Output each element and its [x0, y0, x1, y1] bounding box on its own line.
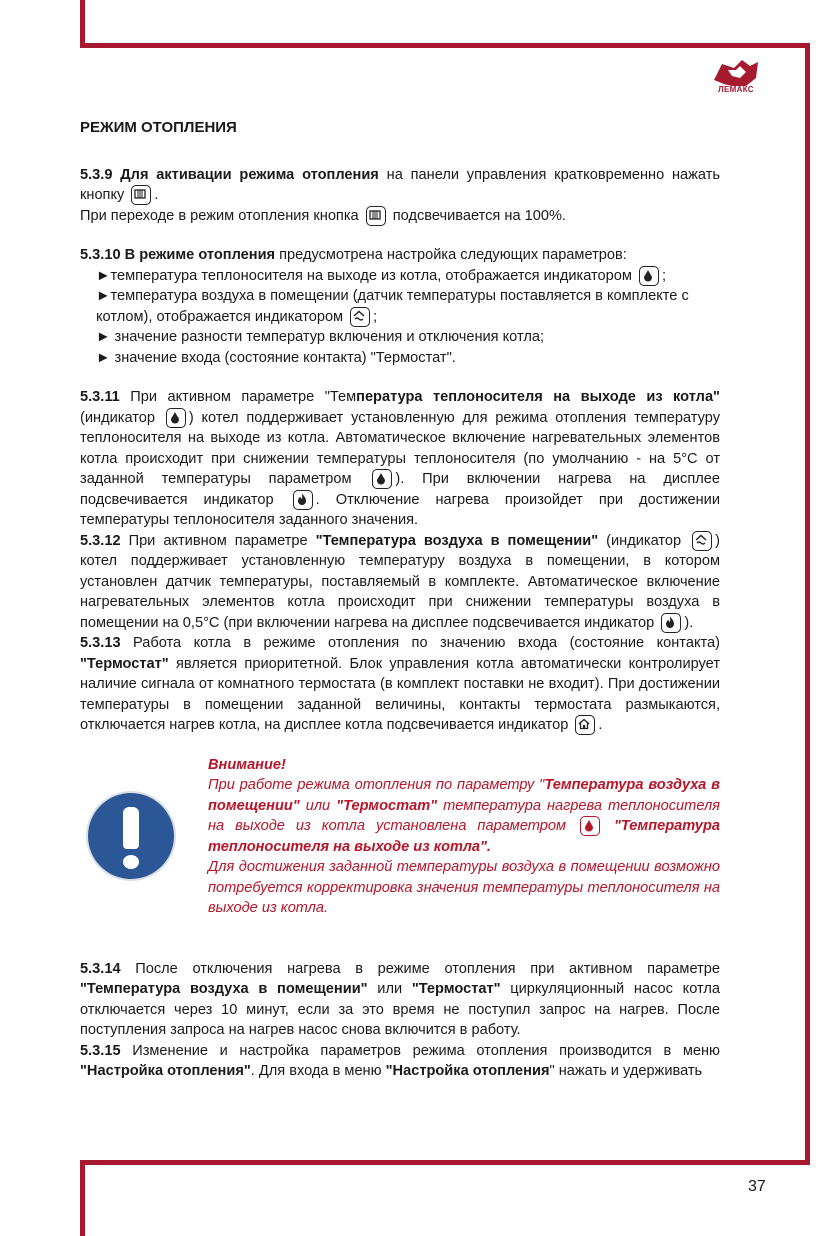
page-number: 37	[748, 1178, 766, 1195]
warning-text	[208, 755, 720, 919]
para-5-3-14: 5.3.14 После отключения нагрева в режиме отопления при активном параметре "Температура воздуха в помещении" или "Термостат" циркуляционный насос котла отключается через 10 минут, если за это время не поступил запрос на нагрев. После поступления запроса на нагрев насос снова включится в работу.	[80, 960, 720, 1038]
drop-temp-icon	[639, 266, 659, 286]
warning-title: Внимание!	[208, 756, 286, 773]
warning-para-2: Для достижения заданной температуры воздуха в помещении возможно потребуется корректировка значения температуры теплоносителя на выходе из котла.	[208, 859, 720, 916]
drop-temp-icon	[166, 408, 186, 428]
bullet-item: ► значение входа (состояние контакта) "Термостат".	[96, 349, 456, 366]
frame-top-left	[80, 0, 85, 48]
logo-text: ЛЕМАКС	[718, 85, 754, 94]
warning-para-1: При работе режима отопления по параметру "Температура воздуха в помещении" или "Термостат" температура нагрева теплоносителя на выходе из котла установлена параметром "Температура теплоносителя на выходе из котла".	[208, 777, 721, 855]
house-icon	[575, 715, 595, 735]
exclamation-icon	[88, 793, 174, 879]
flame-icon	[661, 613, 681, 633]
radiator-icon	[131, 185, 151, 205]
frame-right-line	[805, 43, 810, 1165]
frame-top-line	[80, 43, 810, 48]
radiator-icon	[366, 206, 386, 226]
warning-block	[80, 755, 720, 945]
page-content	[80, 118, 720, 1082]
air-temp-icon	[350, 307, 370, 327]
frame-bottom-left	[80, 1160, 85, 1236]
bullet-item: ►температура теплоносителя на выходе из котла, отображается индикатором ;	[96, 267, 667, 284]
para-5-3-13: 5.3.13 Работа котла в режиме отопления по значению входа (состояние контакта) "Термостат" является приоритетной. Блок управления котла автоматически контролирует наличие сигнала от комнатного термостата (в комплект поставки не входит). При достижении температуры в помещении заданной величины, контакты термостата размыкаются, отключается нагрев котла, на дисплее котла подсвечивается индикатор .	[80, 635, 721, 733]
para-5-3-15: 5.3.15 Изменение и настройка параметров режима отопления производится в меню "Настройка отопления". Для входа в меню "Настройка отопления" нажать и удерживать	[80, 1042, 720, 1079]
bullet-item: ►температура воздуха в помещении (датчик температуры поставляется в комплекте с котлом), отображается индикатором ;	[96, 288, 689, 325]
para-5-3-11: 5.3.11 При активном параметре "Температура теплоносителя на выходе из котла" (индикатор ) котел поддерживает установленную для режима отопления температуру теплоносителя на выходе из котла. Автоматическое включение нагревательных элементов котла происходит при снижении температуры теплоносителя (по умолчанию - на 5°С от заданной температуры параметром ). При включении нагрева на дисплее подсвечивается индикатор . Отключение нагрева произойдет при достижении температуры теплоносителя заданного значения.	[80, 389, 720, 528]
para-5-3-9: 5.3.9 Для активации режима отопления на панели управления кратковременно нажать кнопку .	[80, 166, 721, 203]
drop-temp-icon	[372, 469, 392, 489]
section-title: РЕЖИМ ОТОПЛЕНИЯ	[80, 119, 237, 136]
flame-icon	[293, 490, 313, 510]
para-5-3-9-b: При переходе в режим отопления кнопка подсвечивается на 100%.	[80, 207, 566, 224]
para-5-3-10: 5.3.10 В режиме отопления предусмотрена настройка следующих параметров:	[80, 247, 627, 263]
para-5-3-12: 5.3.12 При активном параметре "Температура воздуха в помещении" (индикатор ) котел поддерживает установленную температуру воздуха в помещении, в котором установлен датчик температуры, поставляемый в комплекте. Автоматическое включение нагревательных элементов котла происходит при снижении температуры воздуха в помещении на 0,5°С (при включении нагрева на дисплее подсвечивается индикатор ).	[80, 532, 720, 631]
frame-bottom-line	[80, 1160, 810, 1165]
air-temp-icon	[692, 531, 712, 551]
bullet-item: ► значение разности температур включения и отключения котла;	[96, 329, 545, 345]
drop-temp-icon	[580, 816, 600, 836]
